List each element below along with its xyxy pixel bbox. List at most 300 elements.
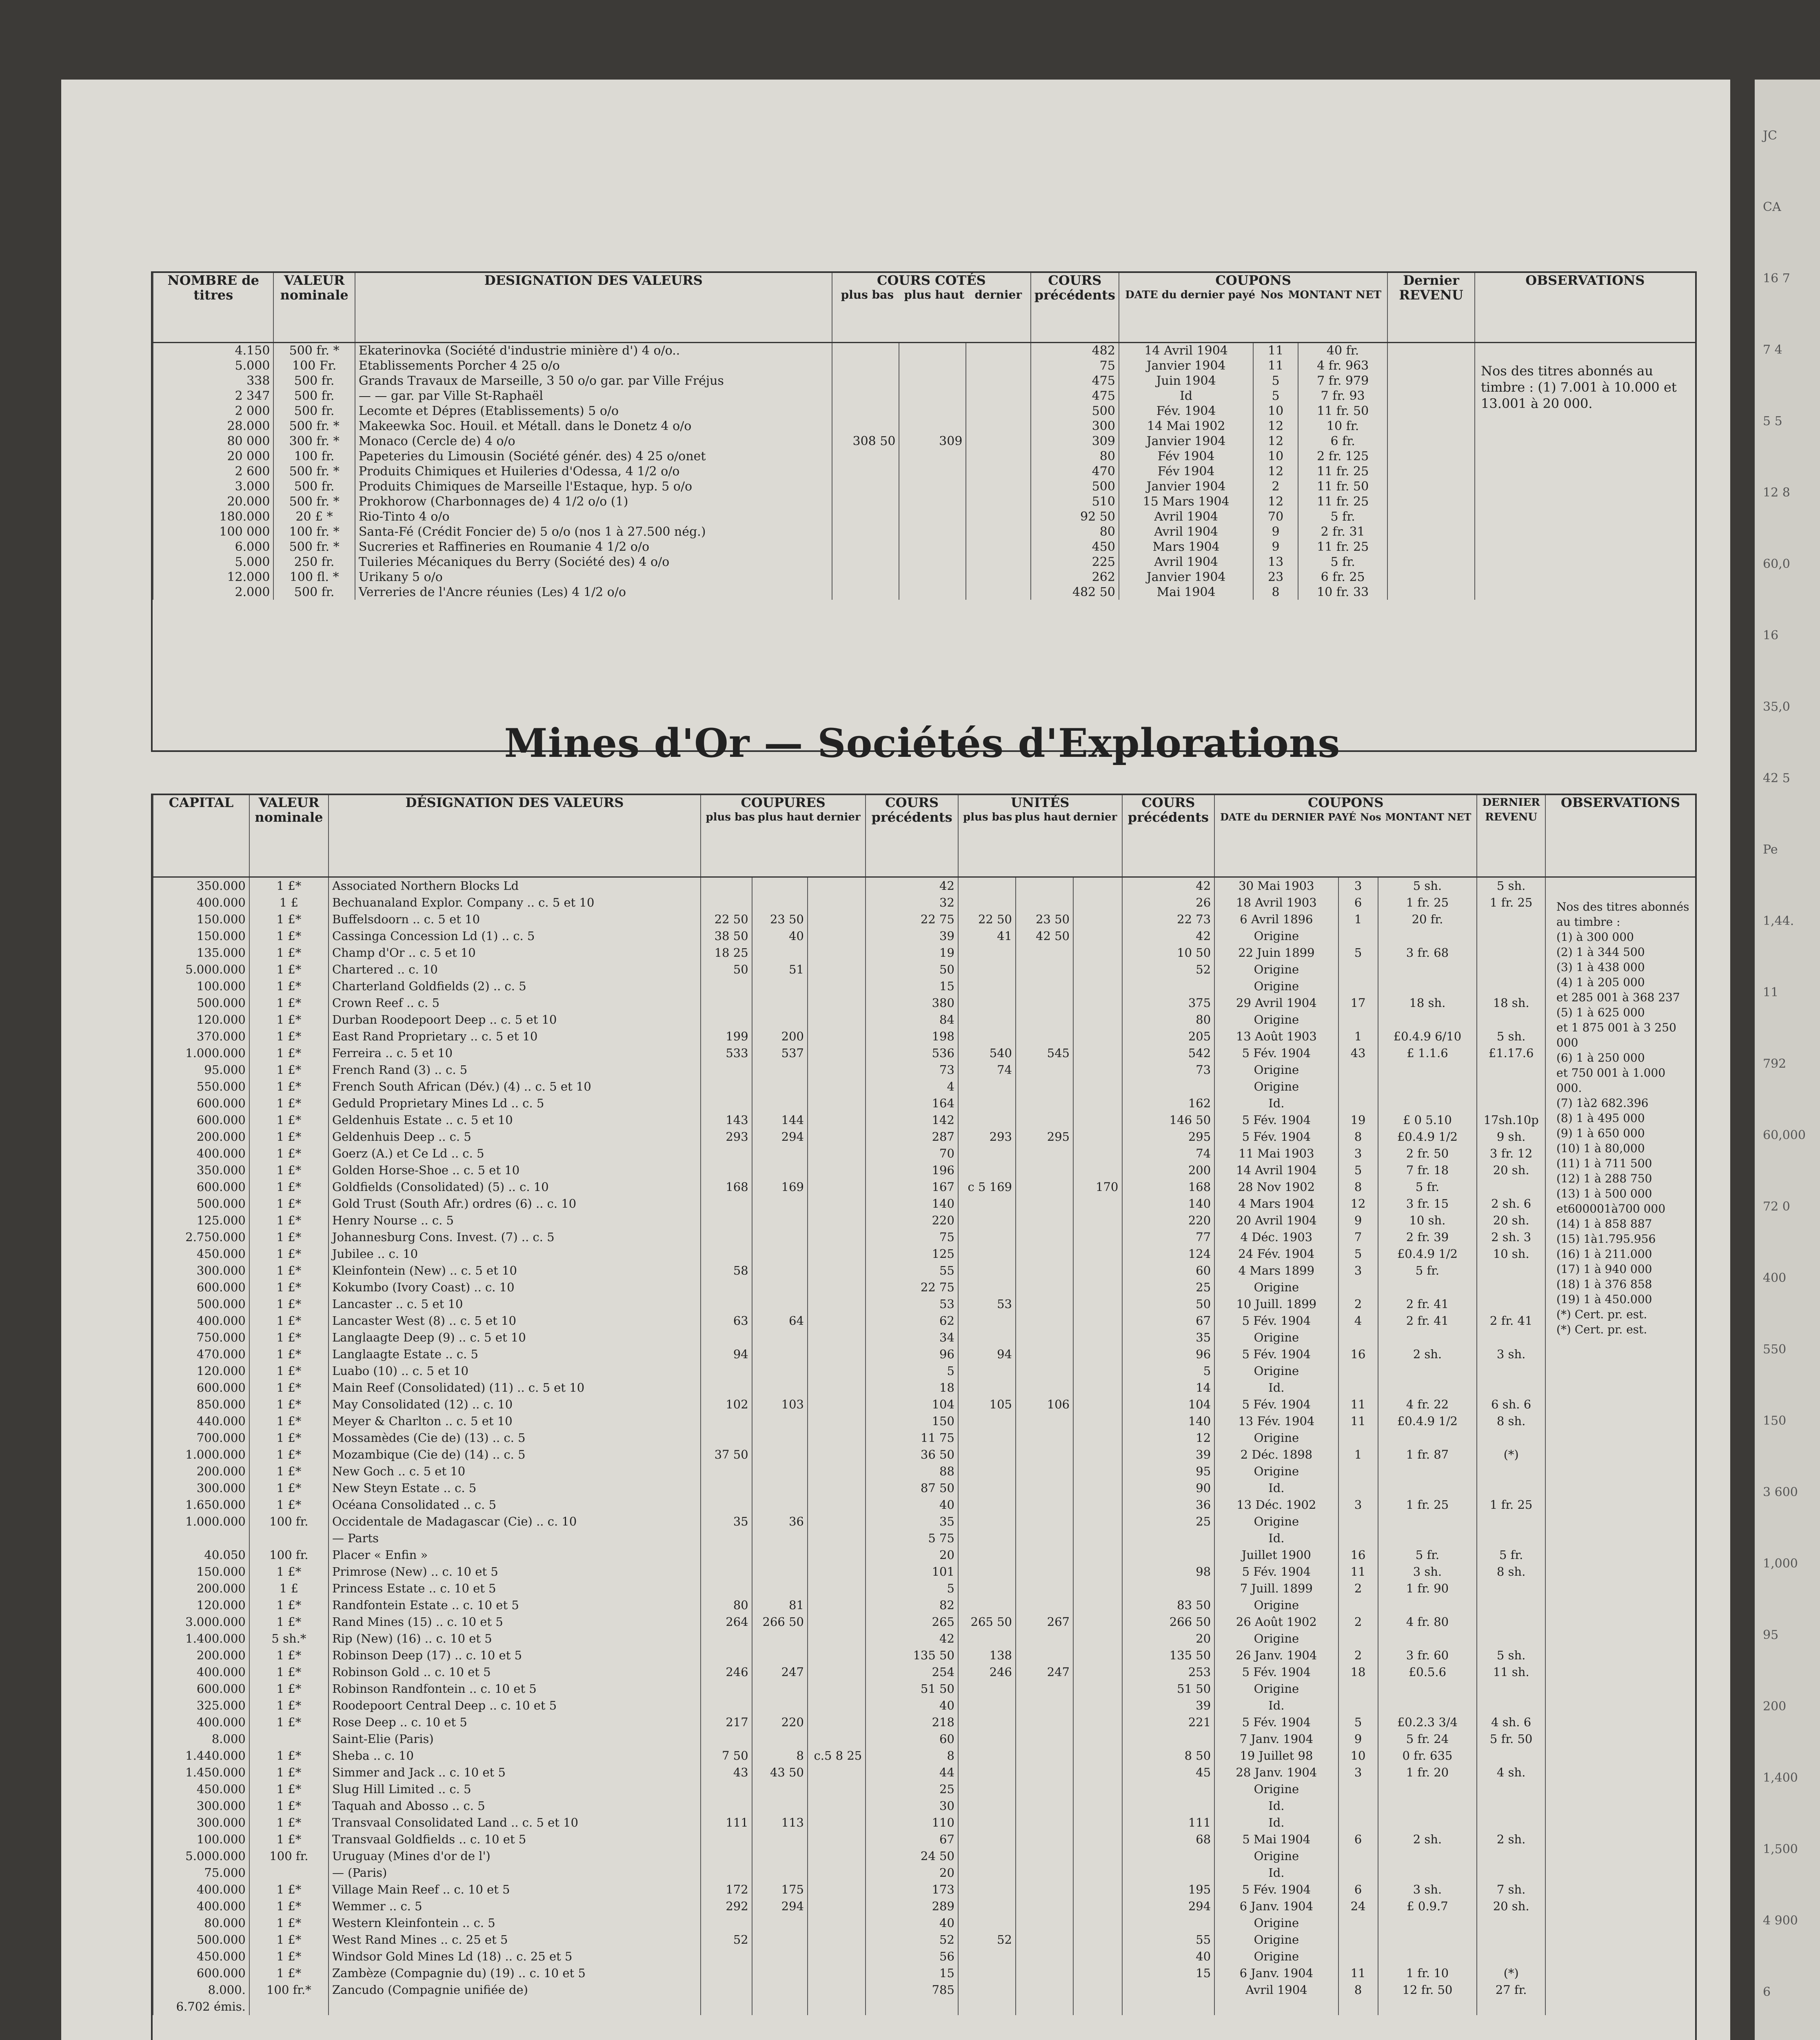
table-cell: 74 [1122,1145,1215,1162]
table-cell [1073,1229,1122,1246]
table-cell: 375 [1122,995,1215,1011]
table-cell: 70 [1253,509,1298,524]
table-cell: Langlaagte Deep (9) .. c. 5 et 10 [328,1329,701,1346]
table-cell: 500.000 [153,1931,249,1948]
table-cell [752,1229,808,1246]
table-cell [1477,1814,1545,1831]
table-cell [1122,978,1215,995]
table-cell [1016,961,1073,978]
table-row [153,1931,1695,1948]
table-cell [1073,1563,1122,1580]
table-cell [1378,1279,1477,1296]
table-cell: 30 Mai 1903 [1214,877,1338,894]
table-cell: 10 50 [1122,945,1215,961]
table-cell [1378,1697,1477,1714]
table-cell: Geldenhuis Estate .. c. 5 et 10 [328,1112,701,1129]
table-cell: 12 [1253,419,1298,434]
table-cell: 22 50 [958,911,1016,928]
table-cell [1016,1681,1073,1697]
table-cell [808,1597,866,1614]
table-cell: Zancudo (Compagnie unifiée de) [328,1982,701,1998]
table-cell [1545,1413,1695,1430]
table-cell: 217 [701,1714,752,1731]
table-cell [958,1463,1016,1480]
table-cell: 150.000 [153,928,249,945]
table-cell [958,1279,1016,1296]
table-cell [1016,1413,1073,1430]
table-row [153,554,1695,570]
table-row [153,464,1695,479]
table-cell: Id. [1214,1814,1338,1831]
table-cell: Origine [1214,928,1338,945]
table-cell: 400.000 [153,1881,249,1898]
table-cell: 400.000 [153,1145,249,1162]
table-cell [1073,1614,1122,1630]
table-cell: 2 [1338,1580,1378,1597]
table-cell: 12 fr. 50 [1378,1982,1477,1998]
table-cell [1387,342,1474,358]
table-cell [1545,1664,1695,1681]
table-cell [808,911,866,928]
table-cell: 5 fr. [1477,1547,1545,1563]
table-cell [1545,1497,1695,1513]
table-cell: 545 [1016,1045,1073,1062]
table-cell: 5 [1122,1363,1215,1379]
table-cell: 100 fr. [249,1547,328,1563]
mines-section-title: Mines d'Or — Sociétés d'Explorations [504,720,1341,766]
table-row [153,1011,1695,1028]
table-cell: 400.000 [153,894,249,911]
table-cell: 11 [1338,1563,1378,1580]
table-cell: Id. [1214,1095,1338,1112]
table-cell: 64 [752,1313,808,1329]
table-cell [752,1781,808,1798]
table-cell: Rose Deep .. c. 10 et 5 [328,1714,701,1731]
table-row [153,1078,1695,1095]
table-cell: 533 [701,1045,752,1062]
edge-label: 1,000 [1763,1557,1798,1571]
observation-note: (8) 1 à 495 000 [1556,1111,1645,1125]
table-cell: c.5 8 25 [808,1747,866,1764]
table-cell: 262 [1031,570,1119,585]
table-cell: 81 [752,1597,808,1614]
table-cell [832,509,899,524]
table-cell [958,1563,1016,1580]
table-cell: 6 [1338,894,1378,911]
table-cell: Origine [1214,1430,1338,1446]
table-cell: 265 [866,1614,958,1630]
table-cell: 1 £* [249,1062,328,1078]
table-cell [1016,1363,1073,1379]
table-cell [1016,1195,1073,1212]
table-cell: Chartered .. c. 10 [328,961,701,978]
adjacent-page-edge [1755,80,1820,2040]
table-cell: 5 Fév. 1904 [1214,1396,1338,1413]
table-cell [1477,978,1545,995]
table-cell: Randfontein Estate .. c. 10 et 5 [328,1597,701,1614]
top-table [153,273,1695,600]
table-cell: 195 [1122,1881,1215,1898]
table-cell [1387,539,1474,554]
table-cell: 110 [866,1814,958,1831]
table-row [153,509,1695,524]
table-cell: Juin 1904 [1119,373,1253,388]
table-cell [701,1430,752,1446]
table-cell: 5 Fév. 1904 [1214,1313,1338,1329]
table-cell [1378,1931,1477,1948]
table-cell [808,1413,866,1430]
table-cell [958,1513,1016,1530]
table-cell: 1 £* [249,1480,328,1497]
table-cell [1378,1513,1477,1530]
table-cell [1016,1480,1073,1497]
table-cell: 300.000 [153,1262,249,1279]
table-cell: 370.000 [153,1028,249,1045]
edge-label: 42 5 [1763,771,1790,785]
table-cell: 247 [752,1664,808,1681]
table-cell [958,1112,1016,1129]
table-cell [701,1681,752,1697]
table-cell [1073,1078,1122,1095]
table-cell: 5 [1338,1162,1378,1179]
table-row [153,1798,1695,1814]
table-row [153,1814,1695,1831]
table-cell [1016,1011,1073,1028]
table-cell: 14 Avril 1904 [1214,1162,1338,1179]
table-cell [701,1195,752,1212]
table-cell [1122,1982,1215,1998]
table-cell [958,1982,1016,1998]
table-cell: 53 [958,1296,1016,1313]
table-cell: 510 [1031,494,1119,509]
table-cell: 11 fr. 50 [1298,404,1387,419]
table-cell [1475,342,1695,358]
table-cell: 1 fr. 25 [1477,894,1545,911]
table-cell [752,1145,808,1162]
table-cell: 4 sh. [1477,1764,1545,1781]
m-header-unites [958,795,1122,877]
observation-note: (9) 1 à 650 000 [1556,1126,1645,1140]
table-cell: 43 [701,1764,752,1781]
table-cell: 2 [1338,1614,1378,1630]
table-cell: 5 [1338,1714,1378,1731]
table-row [153,1179,1695,1195]
table-cell [1073,1530,1122,1547]
table-row [153,1296,1695,1313]
table-cell [1545,1798,1695,1814]
table-cell: 180.000 [153,509,273,524]
table-cell: 170 [1073,1179,1122,1195]
table-cell: 150 [866,1413,958,1430]
table-cell: 168 [701,1179,752,1195]
table-cell [832,539,899,554]
edge-label: Pe [1763,843,1778,857]
table-cell: 15 [866,1965,958,1982]
table-cell: 7 Juill. 1899 [1214,1580,1338,1597]
table-cell: 100 fr. [249,1513,328,1530]
table-row [153,1262,1695,1279]
table-cell [701,978,752,995]
table-cell: 1 £* [249,1764,328,1781]
table-cell: 1 £* [249,1965,328,1982]
table-cell: Janvier 1904 [1119,570,1253,585]
observation-note: (2) 1 à 344 500 [1556,945,1645,959]
table-cell: 7 sh. [1477,1881,1545,1898]
table-cell: 2 sh. [1378,1346,1477,1363]
table-cell [899,373,966,388]
table-cell: 1 £* [249,1948,328,1965]
table-cell: 2 [1253,479,1298,494]
table-cell: 5 fr. 50 [1477,1731,1545,1747]
table-cell: Rip (New) (16) .. c. 10 et 5 [328,1630,701,1647]
table-cell: 51 [752,961,808,978]
table-cell: £1.17.6 [1477,1045,1545,1062]
table-cell: 35 [866,1513,958,1530]
table-cell: 287 [866,1129,958,1145]
table-cell [752,1998,808,2015]
table-cell: 5 Fév. 1904 [1214,1664,1338,1681]
table-cell: 50 [1122,1296,1215,1313]
table-cell [752,1982,808,1998]
table-row [153,1513,1695,1530]
table-cell: 45 [1122,1764,1215,1781]
table-cell: 12 [1122,1430,1215,1446]
table-cell: 73 [1122,1062,1215,1078]
table-cell [1378,1681,1477,1697]
table-cell [899,404,966,419]
table-cell: 10 Juill. 1899 [1214,1296,1338,1313]
table-cell [1073,1480,1122,1497]
table-cell: 300.000 [153,1798,249,1814]
table-cell: 1.440.000 [153,1747,249,1764]
table-cell: 13 Août 1903 [1214,1028,1338,1045]
table-cell [808,1814,866,1831]
table-cell [808,1279,866,1296]
observation-note: (12) 1 à 288 750 [1556,1172,1652,1185]
table-cell [1387,434,1474,449]
table-row [153,1764,1695,1781]
table-cell: 9 [1338,1212,1378,1229]
table-cell: 39 [1122,1697,1215,1714]
table-cell [958,1530,1016,1547]
table-cell: 1 £* [249,995,328,1011]
mines-observations [1556,899,1693,1337]
table-cell [1475,554,1695,570]
observation-note: (11) 1 à 711 500 [1556,1157,1652,1170]
table-cell: 600.000 [153,1095,249,1112]
table-cell: 475 [1031,373,1119,388]
table-cell: 220 [866,1212,958,1229]
mines-table [153,795,1695,2015]
table-cell: 1.000.000 [153,1045,249,1062]
table-cell: 25 [866,1781,958,1798]
table-cell: Kleinfontein (New) .. c. 5 et 10 [328,1262,701,1279]
table-cell: 16 [1338,1346,1378,1363]
table-cell [1387,404,1474,419]
table-cell [958,1881,1016,1898]
table-cell [1545,1814,1695,1831]
table-cell [899,419,966,434]
table-cell: 88 [866,1463,958,1480]
table-cell: Urikany 5 o/o [355,570,832,585]
table-cell [808,877,866,894]
table-cell [966,358,1030,373]
table-cell: 96 [866,1346,958,1363]
table-cell: 4 Mars 1904 [1214,1195,1338,1212]
table-cell [1477,1379,1545,1396]
table-cell: 52 [701,1931,752,1948]
table-cell [1545,1948,1695,1965]
table-cell [808,1212,866,1229]
m-header-revenu: DERNIER REVENU [1477,795,1545,877]
table-cell: 1 £* [249,945,328,961]
table-cell: 4 fr. 22 [1378,1396,1477,1413]
table-cell [958,1413,1016,1430]
table-cell [1073,1095,1122,1112]
table-cell [966,570,1030,585]
table-cell: 53 [866,1296,958,1313]
table-cell: 5 75 [866,1530,958,1547]
table-cell: Champ d'Or .. c. 5 et 10 [328,945,701,961]
table-cell [1545,1998,1695,2015]
table-cell [1545,1848,1695,1865]
header-revenu: Dernier REVENU [1387,273,1474,342]
table-cell [1073,1681,1122,1697]
table-cell: 5 fr. [1298,554,1387,570]
table-cell: 11 [1338,1965,1378,1982]
table-cell: 482 50 [1031,585,1119,600]
table-cell: Origine [1214,1279,1338,1296]
table-cell: 101 [866,1563,958,1580]
table-cell [1545,1530,1695,1547]
table-cell [808,1463,866,1480]
table-cell: 196 [866,1162,958,1179]
table-cell: Jubilee .. c. 10 [328,1246,701,1262]
table-cell: Origine [1214,1513,1338,1530]
table-cell [1073,978,1122,995]
table-row [153,1580,1695,1597]
table-cell: 13 Fév. 1904 [1214,1413,1338,1430]
table-cell [701,1246,752,1262]
m-header-designation: DÉSIGNATION DES VALEURS [328,795,701,877]
table-cell: 100 fr. [249,1848,328,1865]
table-cell: 4 Déc. 1903 [1214,1229,1338,1246]
table-cell: 1 £* [249,1313,328,1329]
table-cell [958,1681,1016,1697]
table-cell: 26 Août 1902 [1214,1614,1338,1630]
table-cell: New Goch .. c. 5 et 10 [328,1463,701,1480]
table-cell [1475,479,1695,494]
table-cell [1073,1547,1122,1563]
table-cell [1016,894,1073,911]
table-row [153,1614,1695,1630]
table-cell [1338,1848,1378,1865]
table-cell: 142 [866,1112,958,1129]
table-cell: 7 Janv. 1904 [1214,1731,1338,1747]
table-cell [1477,1530,1545,1547]
table-cell: 1 £* [249,1262,328,1279]
observation-note: (3) 1 à 438 000 [1556,960,1645,974]
table-cell [1338,1513,1378,1530]
table-cell [1016,1898,1073,1915]
table-cell [1338,1798,1378,1814]
table-cell: 172 [701,1881,752,1898]
table-cell [966,494,1030,509]
table-cell [958,945,1016,961]
table-cell: 94 [701,1346,752,1363]
table-cell: 1 £* [249,1614,328,1630]
table-cell: 1.650.000 [153,1497,249,1513]
table-cell: 294 [752,1898,808,1915]
table-cell [1073,1329,1122,1346]
table-cell [899,509,966,524]
table-cell [1338,1279,1378,1296]
table-cell [752,1246,808,1262]
table-cell: Origine [1214,1931,1338,1948]
table-cell: 5 fr. [1378,1547,1477,1563]
table-cell: Monaco (Cercle de) 4 o/o [355,434,832,449]
table-cell: 19 [866,945,958,961]
table-cell: 293 [701,1129,752,1145]
table-cell [1073,1262,1122,1279]
table-cell [701,995,752,1011]
table-cell: Origine [1214,1329,1338,1346]
table-cell [1545,1731,1695,1747]
table-cell [1073,1931,1122,1948]
table-cell [958,1095,1016,1112]
table-cell: 100.000 [153,1831,249,1848]
table-cell [1378,1329,1477,1346]
table-cell [249,1865,328,1881]
header-dernier: dernier [974,288,1022,302]
table-cell: 1 £* [249,1329,328,1346]
top-table-frame [151,271,1697,752]
table-cell: 8 [1338,1982,1378,1998]
table-cell [958,1630,1016,1647]
table-cell [1378,1530,1477,1547]
table-cell [1073,1028,1122,1045]
observation-note: (17) 1 à 940 000 [1556,1262,1652,1276]
table-cell: 1 fr. 87 [1378,1446,1477,1463]
table-cell: 1 £* [249,1179,328,1195]
table-cell [1073,1129,1122,1145]
table-cell [752,877,808,894]
m-header-cours-2: COURS précédents [1122,795,1215,877]
table-cell: £0.4.9 1/2 [1378,1246,1477,1262]
table-cell: 19 Juillet 98 [1214,1747,1338,1764]
table-cell [808,1480,866,1497]
table-cell: Rand Mines (15) .. c. 10 et 5 [328,1614,701,1630]
top-table-body [153,342,1695,600]
observation-note: (4) 1 à 205 000 [1556,976,1645,989]
edge-label: 6 [1763,1985,1771,1999]
table-cell: 10 sh. [1477,1246,1545,1262]
table-cell [1378,1597,1477,1614]
table-cell [1545,1480,1695,1497]
table-cell: 308 50 [832,434,899,449]
table-cell: Origine [1214,1011,1338,1028]
table-cell [1477,1848,1545,1865]
table-cell [966,524,1030,539]
table-cell: 246 [958,1664,1016,1681]
table-cell: 23 [1253,570,1298,585]
table-cell: £0.4.9 1/2 [1378,1413,1477,1430]
observation-note: (19) 1 à 450.000 [1556,1293,1652,1306]
table-cell: £0.4.9 1/2 [1378,1129,1477,1145]
table-cell [1016,1162,1073,1179]
table-cell [701,1497,752,1513]
table-cell [701,1095,752,1112]
